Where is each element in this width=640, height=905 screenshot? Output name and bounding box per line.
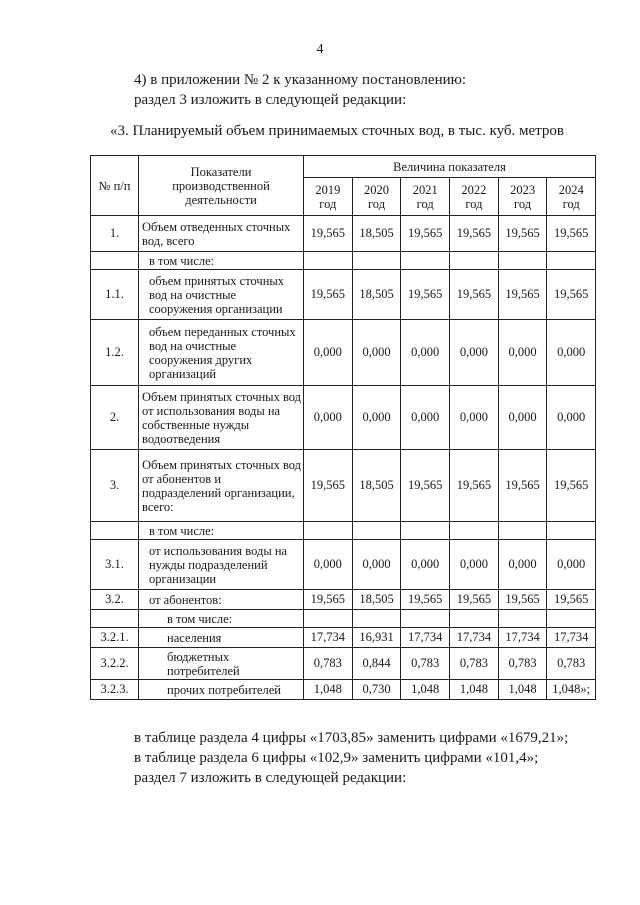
row-indicator: в том числе:: [139, 522, 304, 540]
value-cell: 19,565: [450, 590, 499, 610]
table-row: [91, 522, 596, 540]
table-row: [91, 450, 596, 522]
value-cell: 19,565: [304, 450, 353, 522]
value-cell: 19,565: [304, 216, 353, 252]
value-cell: 1,048: [450, 680, 499, 700]
value-cell: 0,000: [304, 386, 353, 450]
value-cell: 0,844: [352, 648, 401, 680]
value-cell: 1,048: [498, 680, 547, 700]
value-cell: 19,565: [498, 590, 547, 610]
table-row: [91, 216, 596, 252]
table-row: [91, 270, 596, 320]
value-cell: 0,000: [401, 540, 450, 590]
value-cell: [450, 610, 499, 628]
row-number: [91, 252, 139, 270]
header-year: 2019 год: [304, 178, 353, 216]
row-indicator: объем переданных сточных вод на очистные сооружения других организаций: [139, 320, 304, 386]
footer-line-1: в таблице раздела 4 цифры «1703,85» заменить цифрами «1679,21»;: [134, 730, 569, 746]
value-cell: [401, 522, 450, 540]
value-cell: 0,000: [547, 386, 596, 450]
value-cell: 0,000: [450, 386, 499, 450]
header-year: 2024 год: [547, 178, 596, 216]
header-year: 2022 год: [450, 178, 499, 216]
value-cell: 18,505: [352, 450, 401, 522]
value-cell: 19,565: [450, 270, 499, 320]
value-cell: [498, 522, 547, 540]
value-cell: 0,000: [450, 540, 499, 590]
table-row: [91, 540, 596, 590]
value-cell: 0,000: [401, 386, 450, 450]
value-cell: 18,505: [352, 590, 401, 610]
value-cell: [352, 252, 401, 270]
row-indicator: населения: [139, 628, 304, 648]
value-cell: [304, 252, 353, 270]
row-number: [91, 522, 139, 540]
intro-line-2: раздел 3 изложить в следующей редакции:: [134, 92, 407, 108]
row-indicator: от использования воды на нужды подразделений организации: [139, 540, 304, 590]
intro-text: [134, 70, 466, 110]
value-cell: [498, 610, 547, 628]
value-cell: 0,000: [498, 320, 547, 386]
value-cell: 19,565: [304, 590, 353, 610]
footer-line-2: в таблице раздела 6 цифры «102,9» заменить цифрами «101,4»;: [134, 750, 539, 766]
value-cell: 17,734: [498, 628, 547, 648]
value-cell: 19,565: [547, 216, 596, 252]
header-num: № п/п: [91, 156, 139, 216]
row-number: 3.1.: [91, 540, 139, 590]
value-cell: [547, 522, 596, 540]
row-number: 1.1.: [91, 270, 139, 320]
value-cell: 1,048»;: [547, 680, 596, 700]
value-cell: 0,000: [498, 540, 547, 590]
table-row: [91, 590, 596, 610]
value-cell: [547, 252, 596, 270]
value-cell: 0,000: [498, 386, 547, 450]
value-cell: 0,000: [352, 540, 401, 590]
value-cell: 18,505: [352, 270, 401, 320]
value-cell: 19,565: [304, 270, 353, 320]
value-cell: 19,565: [498, 216, 547, 252]
value-cell: [547, 610, 596, 628]
table-row: [91, 628, 596, 648]
row-number: 1.2.: [91, 320, 139, 386]
row-number: 3.: [91, 450, 139, 522]
row-number: 1.: [91, 216, 139, 252]
value-cell: 0,783: [450, 648, 499, 680]
value-cell: 0,000: [547, 320, 596, 386]
row-number: [91, 610, 139, 628]
value-cell: 1,048: [304, 680, 353, 700]
wastewater-volume-table: [90, 155, 596, 700]
value-cell: [352, 610, 401, 628]
value-cell: 0,783: [304, 648, 353, 680]
header-value-group: Величина показателя: [304, 156, 596, 178]
value-cell: 19,565: [547, 270, 596, 320]
value-cell: 0,783: [547, 648, 596, 680]
row-number: 2.: [91, 386, 139, 450]
value-cell: [304, 522, 353, 540]
table-title: «3. Планируемый объем принимаемых сточных вод, в тыс. куб. метров: [110, 123, 564, 139]
value-cell: 18,505: [352, 216, 401, 252]
value-cell: [450, 522, 499, 540]
value-cell: 0,730: [352, 680, 401, 700]
row-number: 3.2.3.: [91, 680, 139, 700]
table-row: [91, 386, 596, 450]
header-year: 2023 год: [498, 178, 547, 216]
value-cell: 16,931: [352, 628, 401, 648]
footer-line-3: раздел 7 изложить в следующей редакции:: [134, 770, 407, 786]
row-number: 3.2.: [91, 590, 139, 610]
value-cell: 17,734: [450, 628, 499, 648]
table-row: [91, 648, 596, 680]
value-cell: 0,783: [498, 648, 547, 680]
value-cell: 17,734: [304, 628, 353, 648]
footer-text: [134, 728, 568, 788]
value-cell: 17,734: [401, 628, 450, 648]
value-cell: 19,565: [401, 590, 450, 610]
value-cell: [401, 610, 450, 628]
value-cell: 19,565: [450, 216, 499, 252]
value-cell: 19,565: [401, 216, 450, 252]
value-cell: 19,565: [401, 270, 450, 320]
row-number: 3.2.1.: [91, 628, 139, 648]
value-cell: 19,565: [401, 450, 450, 522]
table-row: [91, 680, 596, 700]
value-cell: [304, 610, 353, 628]
row-indicator: прочих потребителей: [139, 680, 304, 700]
value-cell: 17,734: [547, 628, 596, 648]
row-indicator: в том числе:: [139, 252, 304, 270]
header-year: 2021 год: [401, 178, 450, 216]
value-cell: [401, 252, 450, 270]
row-indicator: в том числе:: [139, 610, 304, 628]
intro-line-1: 4) в приложении № 2 к указанному постановлению:: [134, 72, 466, 88]
value-cell: 0,783: [401, 648, 450, 680]
table-row: [91, 320, 596, 386]
value-cell: [450, 252, 499, 270]
row-indicator: Объем принятых сточных вод от использования воды на собственные нужды водоотведения: [139, 386, 304, 450]
value-cell: 19,565: [547, 590, 596, 610]
value-cell: 0,000: [450, 320, 499, 386]
row-indicator: объем принятых сточных вод на очистные сооружения организации: [139, 270, 304, 320]
table-row: [91, 610, 596, 628]
value-cell: 0,000: [547, 540, 596, 590]
value-cell: 0,000: [352, 320, 401, 386]
value-cell: 0,000: [304, 320, 353, 386]
value-cell: 0,000: [352, 386, 401, 450]
row-number: 3.2.2.: [91, 648, 139, 680]
value-cell: 19,565: [450, 450, 499, 522]
value-cell: 0,000: [304, 540, 353, 590]
value-cell: [498, 252, 547, 270]
value-cell: 19,565: [498, 270, 547, 320]
row-indicator: от абонентов:: [139, 590, 304, 610]
row-indicator: Объем принятых сточных вод от абонентов и подразделений организации, всего:: [139, 450, 304, 522]
table-row: [91, 252, 596, 270]
value-cell: 19,565: [498, 450, 547, 522]
value-cell: 0,000: [401, 320, 450, 386]
page-number: 4: [316, 42, 324, 57]
header-indicator: Показатели производственной деятельности: [139, 156, 304, 216]
row-indicator: бюджетных потребителей: [139, 648, 304, 680]
row-indicator: Объем отведенных сточных вод, всего: [139, 216, 304, 252]
value-cell: [352, 522, 401, 540]
header-year: 2020 год: [352, 178, 401, 216]
value-cell: 1,048: [401, 680, 450, 700]
value-cell: 19,565: [547, 450, 596, 522]
